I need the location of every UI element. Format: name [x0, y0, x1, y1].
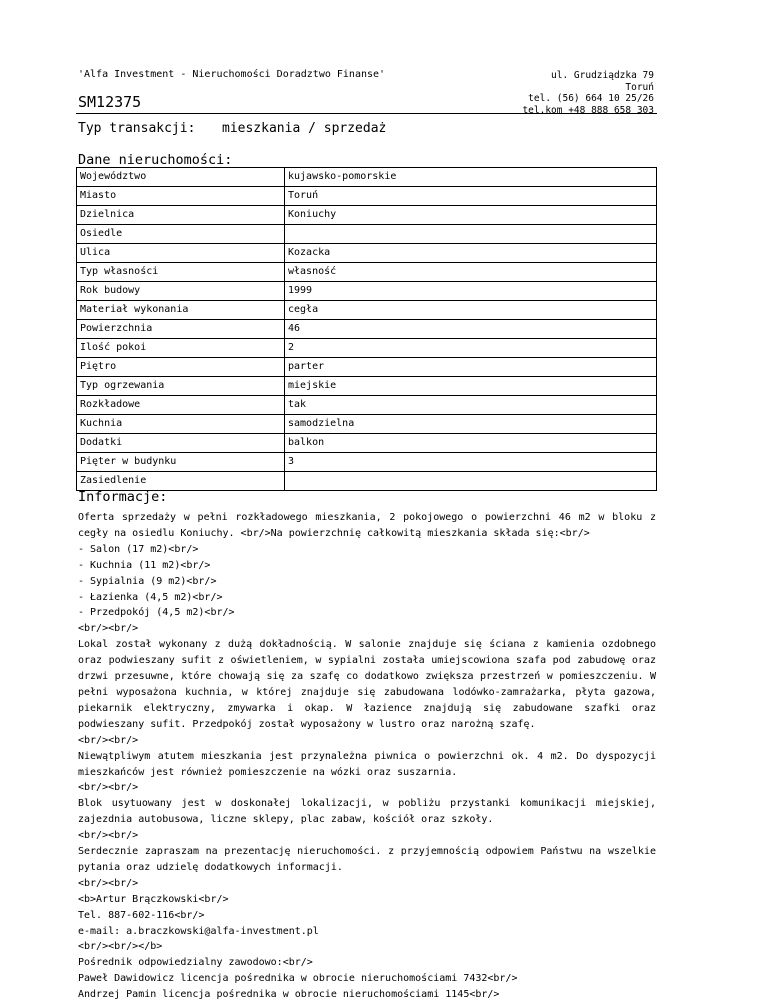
table-row: [77, 472, 657, 491]
description-paragraph: <br/><br/>: [78, 734, 139, 746]
description-paragraph: Blok usytuowany jest w doskonałej lokalizacji, w pobliżu przystanki komunikacji miejskiej, zajezdnia autobusowa, liczne sklepy, plac zabaw, kościół oraz szkoły.: [78, 798, 656, 826]
description-paragraph: Oferta sprzedaży w pełni rozkładowego mieszkania, 2 pokojowego o powierzchni 46 m2 w bloku z cegły na osiedlu Koniuchy. <br/>Na powierzchnię całkowitą mieszkania składa się:<br/>: [78, 512, 656, 539]
property-key: Ulica: [77, 244, 285, 263]
table-row: [77, 301, 657, 320]
description-paragraph: Tel. 887-602-116<br/>: [78, 909, 205, 921]
description-paragraph: Andrzej Pamin licencja pośrednika w obrocie nieruchomościami 1145<br/>: [78, 989, 500, 1001]
description-paragraph: Pośrednik odpowiedzialny zawodowo:<br/>: [78, 957, 313, 969]
table-row: [77, 244, 657, 263]
property-key: Pięter w budynku: [77, 453, 285, 472]
table-row: [77, 263, 657, 282]
property-details-table: [76, 167, 657, 491]
property-value: cegła: [285, 301, 657, 320]
table-row: [77, 339, 657, 358]
property-key: Typ własności: [77, 263, 285, 282]
address-phone: tel. (56) 664 10 25/26: [528, 93, 654, 104]
offer-id: SM12375: [78, 93, 142, 111]
description-text: [78, 510, 656, 1003]
transaction-type-label: Typ transakcji:: [78, 121, 196, 136]
property-value: 2: [285, 339, 657, 358]
description-paragraph: <b>Artur Brączkowski<br/>: [78, 893, 229, 905]
description-paragraph: - Salon (17 m2)<br/>: [78, 543, 199, 555]
property-value: 3: [285, 453, 657, 472]
property-value: kujawsko-pomorskie: [285, 168, 657, 187]
table-row: [77, 396, 657, 415]
description-paragraph: e-mail: a.braczkowski@alfa-investment.pl: [78, 925, 319, 937]
description-paragraph: Lokal został wykonany z dużą dokładnością. W salonie znajduje się ściana z kamienia ozdobnego oraz podwieszany sufit z oświetleniem, w sypialni została umiejscowiona szafa pod zabudowę oraz drzwi przesuwne, które chowają się za szafę co dodatkowo zwiększa przestrzeń w pomieszczeniu. W pełni wyposażona kuchnia, w której znajduje się zabudowana lodówko-zamrażarka, płyta gazowa, piekarnik elektryczny, zmywarka i okap. W łazience znajdują się zabudowane szafki oraz podwieszany sufit. Przedpokój został wyposażony w lustro oraz narożną szafę.: [78, 639, 656, 730]
table-row: [77, 320, 657, 339]
property-key: Zasiedlenie: [77, 472, 285, 491]
property-key: Typ ogrzewania: [77, 377, 285, 396]
table-row: [77, 358, 657, 377]
description-paragraph: <br/><br/></b>: [78, 941, 163, 953]
transaction-type-value: mieszkania / sprzedaż: [222, 121, 387, 136]
description-paragraph: <br/><br/>: [78, 782, 139, 794]
property-key: Powierzchnia: [77, 320, 285, 339]
description-paragraph: - Sypialnia (9 m2)<br/>: [78, 575, 217, 587]
info-section-title: Informacje:: [78, 489, 168, 505]
property-key: Rok budowy: [77, 282, 285, 301]
table-row: [77, 453, 657, 472]
property-value: parter: [285, 358, 657, 377]
property-value: Kozacka: [285, 244, 657, 263]
description-paragraph: <br/><br/>: [78, 877, 139, 889]
property-value: balkon: [285, 434, 657, 453]
property-key: Osiedle: [77, 225, 285, 244]
table-row: [77, 225, 657, 244]
property-value: samodzielna: [285, 415, 657, 434]
header-divider: [76, 113, 657, 114]
address-mobile: tel.kom +48 888 658 303: [522, 104, 654, 116]
property-key: Kuchnia: [77, 415, 285, 434]
property-value: 1999: [285, 282, 657, 301]
property-key: Piętro: [77, 358, 285, 377]
property-section-title: Dane nieruchomości:: [78, 152, 233, 168]
property-key: Dzielnica: [77, 206, 285, 225]
property-value: Toruń: [285, 187, 657, 206]
property-key: Województwo: [77, 168, 285, 187]
description-paragraph: Paweł Dawidowicz licencja pośrednika w obrocie nieruchomościami 7432<br/>: [78, 973, 518, 985]
table-row: [77, 282, 657, 301]
property-value: miejskie: [285, 377, 657, 396]
property-value: [285, 472, 657, 491]
property-key: Miasto: [77, 187, 285, 206]
property-key: Materiał wykonania: [77, 301, 285, 320]
property-value: własność: [285, 263, 657, 282]
table-row: [77, 187, 657, 206]
table-row: [77, 377, 657, 396]
description-paragraph: Serdecznie zapraszam na prezentację nieruchomości. z przyjemnością odpowiem Państwu na wszelkie pytania oraz udzielę dodatkowych informacji.: [78, 846, 656, 873]
address-street: ul. Grudziądzka 79: [551, 70, 654, 81]
description-paragraph: Niewątpliwym atutem mieszkania jest przynależna piwnica o powierzchni ok. 4 m2. Do dyspozycji mieszkańców jest również pomieszczenie na wózki oraz suszarnia.: [78, 750, 656, 778]
property-key: Dodatki: [77, 434, 285, 453]
description-paragraph: - Łazienka (4,5 m2)<br/>: [78, 591, 223, 603]
property-key: Ilość pokoi: [77, 339, 285, 358]
company-name: 'Alfa Investment - Nieruchomości Doradztwo Finanse': [78, 69, 386, 80]
description-paragraph: <br/><br/>: [78, 830, 139, 842]
address-city: Toruń: [625, 81, 654, 93]
table-row: [77, 434, 657, 453]
agency-address: [522, 70, 654, 116]
description-paragraph: - Przedpokój (4,5 m2)<br/>: [78, 607, 235, 619]
table-row: [77, 206, 657, 225]
table-row: [77, 168, 657, 187]
property-value: tak: [285, 396, 657, 415]
property-value: 46: [285, 320, 657, 339]
description-paragraph: - Kuchnia (11 m2)<br/>: [78, 559, 211, 571]
property-key: Rozkładowe: [77, 396, 285, 415]
property-value: Koniuchy: [285, 206, 657, 225]
property-value: [285, 225, 657, 244]
table-row: [77, 415, 657, 434]
description-paragraph: <br/><br/>: [78, 623, 139, 635]
